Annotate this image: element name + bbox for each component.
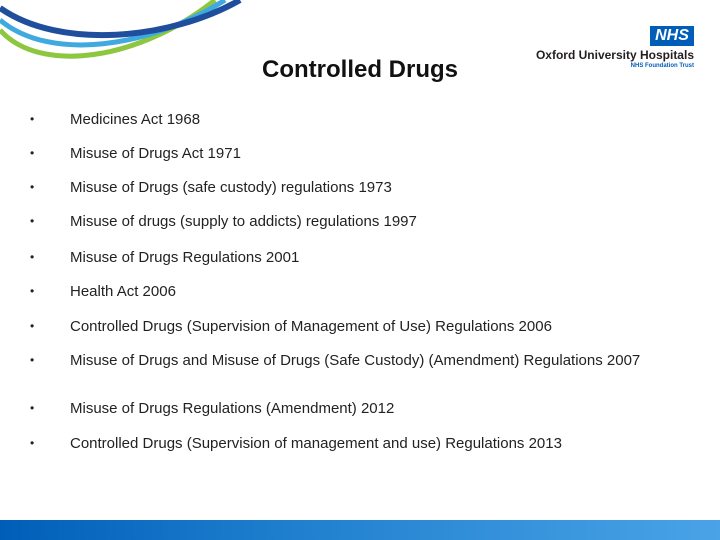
- bullet-text: Controlled Drugs (Supervision of management and use) Regulations 2013: [70, 435, 562, 452]
- footer-bar: [0, 520, 720, 540]
- bullet-text: Controlled Drugs (Supervision of Management of Use) Regulations 2006: [70, 318, 552, 335]
- organisation-subtitle: NHS Foundation Trust: [630, 63, 694, 69]
- bullet-text: Misuse of Drugs and Misuse of Drugs (Safe Custody) (Amendment) Regulations 2007: [70, 352, 641, 369]
- bullet-text: Health Act 2006: [70, 283, 176, 300]
- bullet-dot: •: [30, 436, 35, 450]
- bullet-dot: •: [30, 319, 35, 333]
- bullet-dot: •: [30, 284, 35, 298]
- bullet-dot: •: [30, 401, 35, 415]
- bullet-text: Misuse of Drugs (safe custody) regulations 1973: [70, 179, 392, 196]
- nhs-badge: NHS: [650, 26, 694, 46]
- bullet-text: Misuse of Drugs Act 1971: [70, 145, 241, 162]
- bullet-text: Misuse of Drugs Regulations 2001: [70, 249, 300, 266]
- bullet-dot: •: [30, 214, 35, 228]
- organisation-name: Oxford University Hospitals: [535, 48, 694, 62]
- bullet-dot: •: [30, 112, 35, 126]
- bullet-dot: •: [30, 353, 35, 367]
- bullet-text: Misuse of Drugs Regulations (Amendment) 2012: [70, 400, 395, 417]
- bullet-dot: •: [30, 146, 35, 160]
- slide-title: Controlled Drugs: [262, 56, 458, 83]
- bullet-dot: •: [30, 250, 35, 264]
- bullet-text: Misuse of drugs (supply to addicts) regulations 1997: [70, 213, 417, 230]
- bullet-dot: •: [30, 180, 35, 194]
- bullet-text: Medicines Act 1968: [70, 111, 201, 128]
